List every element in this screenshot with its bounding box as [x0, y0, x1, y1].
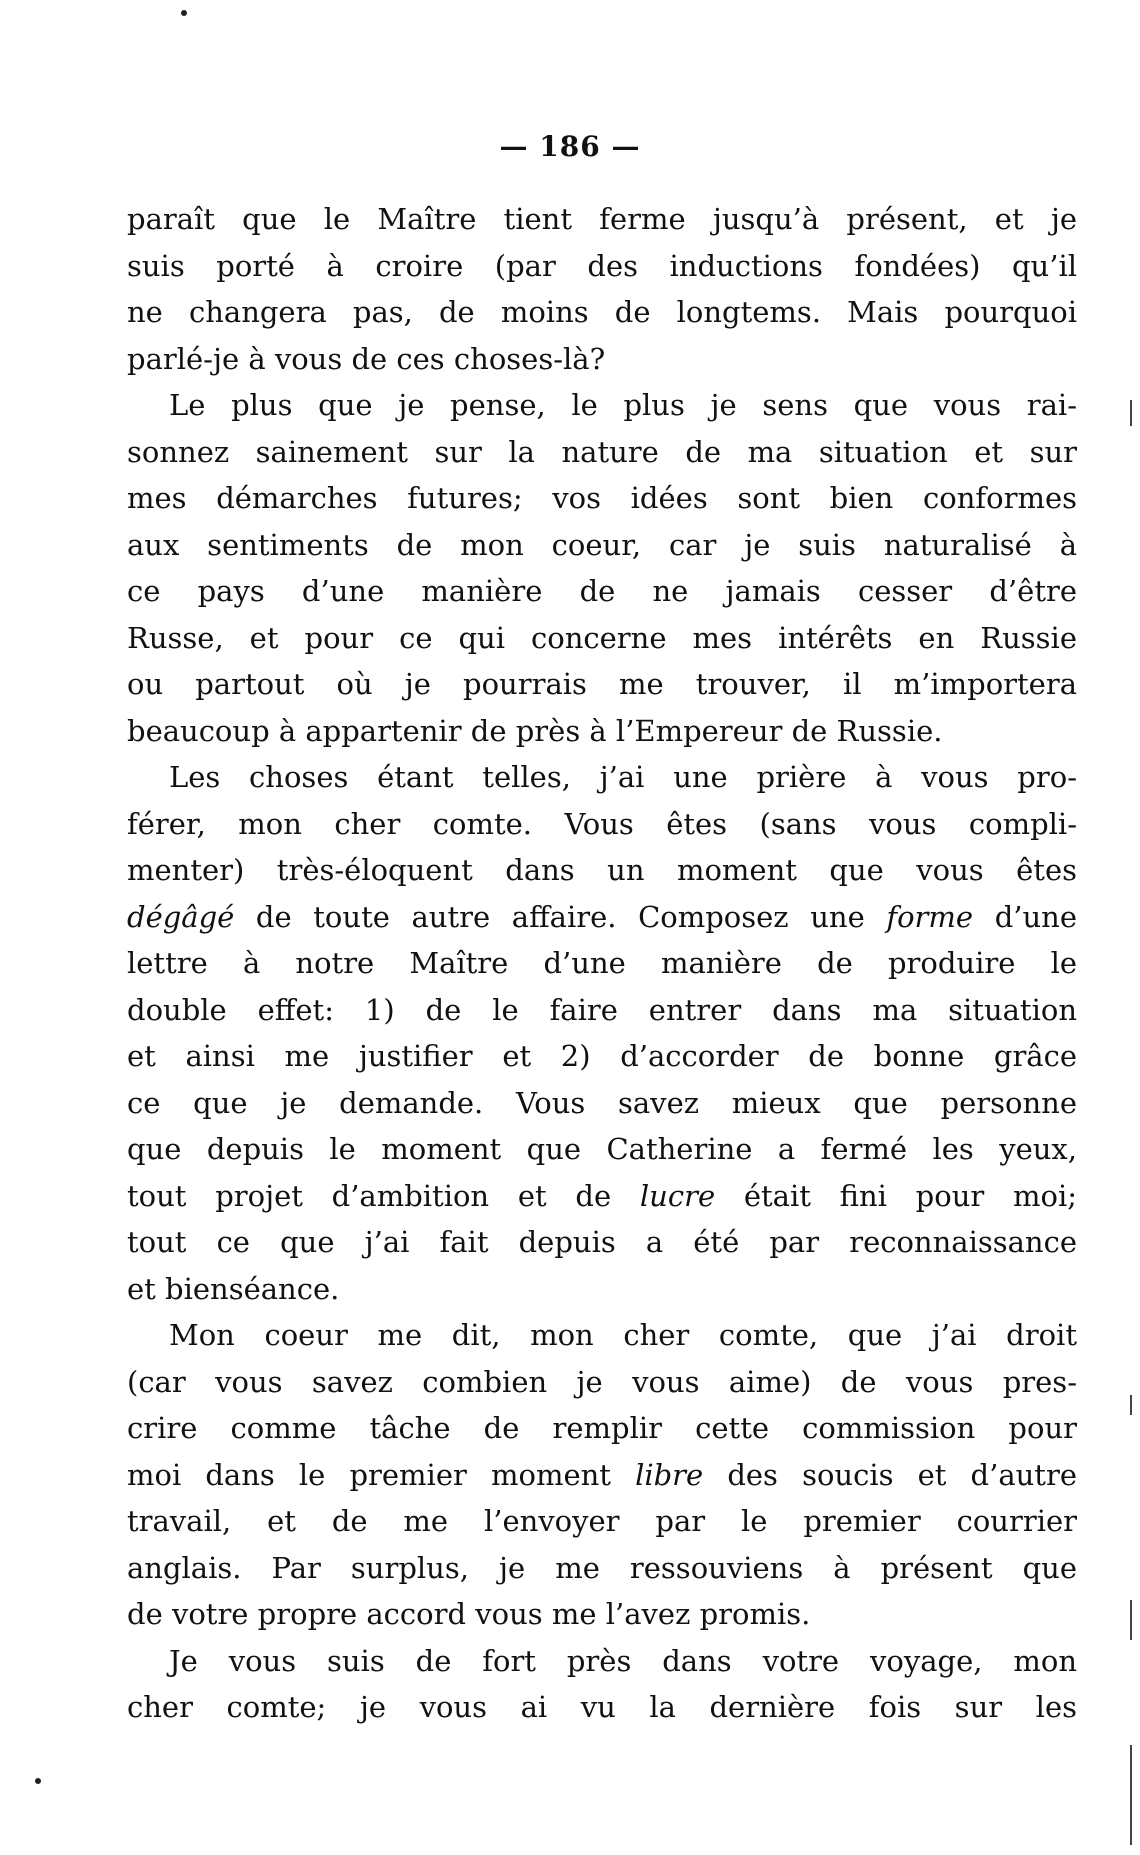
text-line: suis porté à croire (par des inductions fondées) qu’il	[127, 248, 1077, 283]
page-edge-mark	[1130, 1745, 1132, 1845]
scan-speck	[181, 10, 187, 16]
line-text: d’une	[973, 899, 1077, 934]
text-line: aux sentiments de mon coeur, car je suis naturalisé à	[127, 527, 1077, 562]
emphasized-word: dégâgé	[127, 899, 235, 934]
text-line: que depuis le moment que Catherine a fermé les yeux,	[127, 1132, 1077, 1166]
text-line: ou partout où je pourrais me trouver, il m’importera	[127, 667, 1077, 701]
text-line: et ainsi me justifier et 2) d’accorder de bonne grâce	[127, 1039, 1077, 1073]
text-line: ne changera pas, de moins de longtems. Mais pourquoi	[127, 295, 1077, 329]
text-line: double effet: 1) de le faire entrer dans ma situation	[127, 992, 1077, 1027]
text-line-with-emphasis	[127, 1452, 1077, 1499]
text-line: férer, mon cher comte. Vous êtes (sans vous compli-	[127, 806, 1077, 841]
text-line: anglais. Par surplus, je me ressouviens à présent que	[127, 1550, 1077, 1585]
line-text: était fini pour moi;	[715, 1178, 1077, 1213]
line-text: tout projet d’ambition et de	[127, 1178, 640, 1213]
paragraph-start-line: Le plus que je pense, le plus je sens que vous rai-	[169, 388, 1077, 422]
line-text: des soucis et d’autre	[703, 1457, 1077, 1492]
text-line: menter) très-éloquent dans un moment que vous êtes	[127, 853, 1077, 887]
line-text: moi dans le premier moment	[127, 1457, 636, 1492]
emphasized-word: lucre	[639, 1178, 716, 1213]
text-line: lettre à notre Maître d’une manière de produire le	[127, 946, 1077, 980]
text-line: paraît que le Maître tient ferme jusqu’à présent, et je	[127, 202, 1077, 236]
text-line: cher comte; je vous ai vu la dernière fois sur les	[127, 1690, 1077, 1724]
text-line: crire comme tâche de remplir cette commission pour	[127, 1411, 1077, 1445]
text-line-with-emphasis	[127, 894, 1077, 941]
page-edge-mark	[1130, 1395, 1132, 1415]
text-line: et bienséance.	[127, 1271, 340, 1306]
page-edge-mark	[1130, 400, 1132, 426]
page-number: — 186 —	[499, 130, 641, 163]
paragraph-start-line: Les choses étant telles, j’ai une prière à vous pro-	[169, 760, 1077, 794]
text-line: beaucoup à appartenir de près à l’Empereur de Russie.	[127, 713, 943, 748]
text-line: ce pays d’une manière de ne jamais cesser d’être	[127, 574, 1077, 608]
text-line: (car vous savez combien je vous aime) de vous pres-	[127, 1364, 1077, 1399]
line-text: de toute autre affaire. Composez une	[234, 899, 887, 934]
text-line: travail, et de me l’envoyer par le premier courrier	[127, 1504, 1077, 1538]
paragraph-start-line: Mon coeur me dit, mon cher comte, que j’ai droit	[169, 1318, 1077, 1352]
text-line: mes démarches futures; vos idées sont bien conformes	[127, 481, 1077, 515]
emphasized-word: forme	[886, 899, 974, 934]
page-edge-mark	[1130, 1600, 1132, 1640]
text-line: Russe, et pour ce qui concerne mes intérêts en Russie	[127, 620, 1077, 655]
text-line-with-emphasis	[127, 1173, 1077, 1220]
text-line: sonnez sainement sur la nature de ma situation et sur	[127, 434, 1077, 469]
text-line: tout ce que j’ai fait depuis a été par reconnaissance	[127, 1225, 1077, 1259]
text-line: ce que je demande. Vous savez mieux que personne	[127, 1085, 1077, 1120]
scan-speck	[35, 1778, 41, 1784]
emphasized-word: libre	[635, 1457, 704, 1492]
text-line: parlé-je à vous de ces choses-là?	[127, 341, 606, 376]
paragraph-start-line: Je vous suis de fort près dans votre voyage, mon	[169, 1643, 1077, 1678]
text-line: de votre propre accord vous me l’avez promis.	[127, 1597, 811, 1631]
text-body	[127, 196, 1077, 1731]
